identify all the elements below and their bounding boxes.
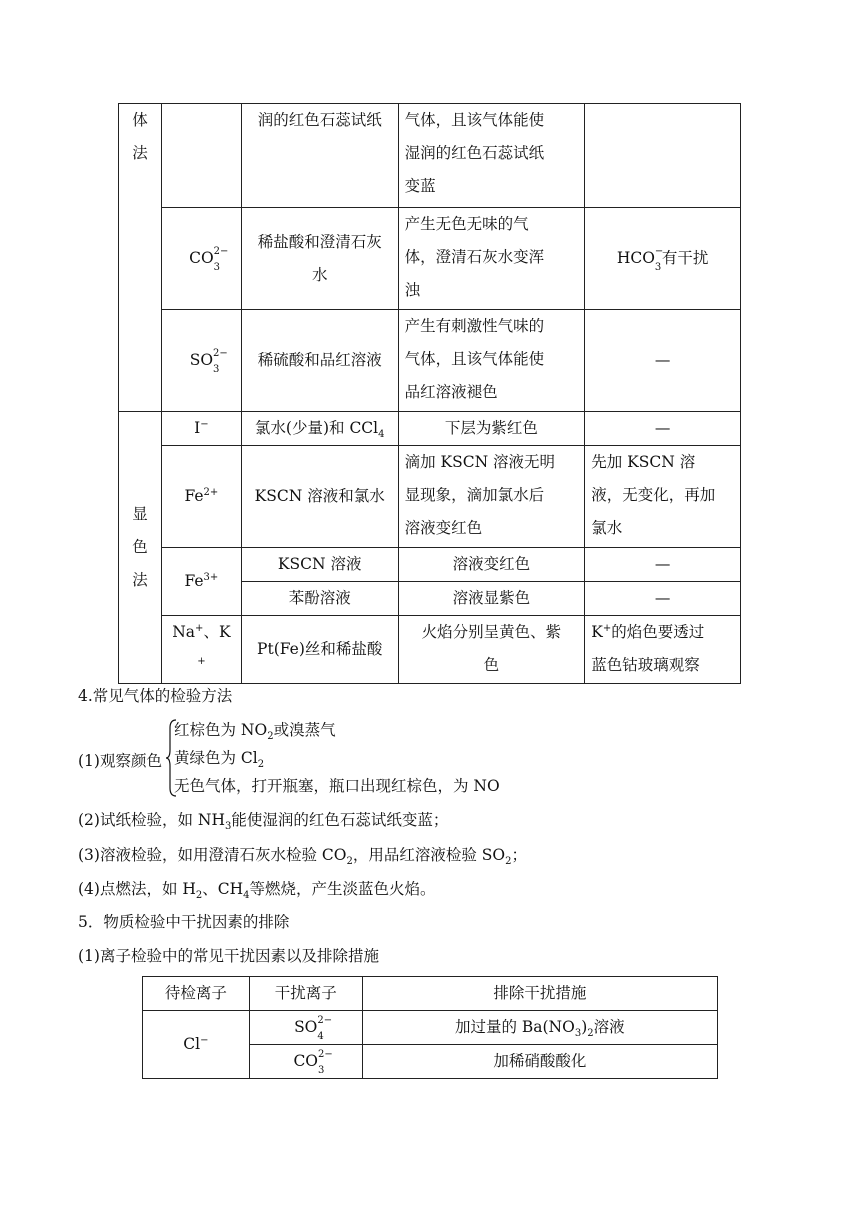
table-header-row: [143, 977, 718, 1011]
interfering-ion-cell: CO 2− 3: [249, 1045, 362, 1079]
ion-formula: SO 2− 3: [189, 348, 228, 375]
phenomenon-line: 湿润的红色石蕊试纸: [404, 144, 545, 162]
reagent-cell: Pt(Fe)丝和稀盐酸: [241, 616, 398, 684]
table-row-na-k: [119, 616, 741, 684]
phenomenon-line: 气体，且该气体能使: [404, 111, 545, 129]
reagent-cell: KSCN 溶液和氯水: [241, 446, 398, 548]
phenomenon-cell: 溶液变红色: [398, 548, 585, 582]
ion-cell: [161, 208, 241, 310]
ion-cell: Na+、K +: [161, 616, 241, 684]
measure-cell: 加稀硝酸酸化: [362, 1045, 717, 1079]
table-row-nh4: [119, 104, 741, 208]
note-cell: —: [585, 582, 741, 616]
table-row-iodide: [119, 412, 741, 446]
column-header: 待检离子: [143, 977, 250, 1011]
ion-cell: [161, 310, 241, 412]
reagent-cell: 稀硫酸和品红溶液: [241, 310, 398, 412]
paragraph-solution-test: (3)溶液检验，如用澄清石灰水检验 $CO_2$，用品红溶液检验 $SO_2$；: [78, 846, 527, 868]
ion-formula: CO 2− 3: [189, 246, 229, 273]
phenomenon-cell: 产生有刺激性气味的 气体，且该气体能使 品红溶液褪色: [398, 310, 585, 412]
observe-color-label: (1)观察颜色: [78, 752, 162, 770]
ion-test-table: [118, 103, 741, 684]
note-cell: —: [585, 310, 741, 412]
phenomenon-cell: 溶液显紫色: [398, 582, 585, 616]
reagent-cell: 稀盐酸和澄清石灰 水: [241, 208, 398, 310]
interference-table: [142, 976, 718, 1079]
ion-cell: I−: [161, 412, 241, 446]
paragraph-combustion: (4)点燃法，如 $H_2$、$CH_4$等燃烧，产生淡蓝色火焰。: [78, 880, 436, 902]
phenomenon-line: 变蓝: [404, 177, 436, 195]
phenomenon-cell: 火焰分别呈黄色、紫 色: [398, 616, 585, 684]
column-header: 干扰离子: [249, 977, 362, 1011]
reagent-cell: KSCN 溶液: [241, 548, 398, 582]
note-cell: HCO − 3 有干扰: [585, 208, 741, 310]
section-4-title: 4.常见气体的检验方法: [78, 687, 233, 705]
list-item: 黄绿色为 $Cl_2$: [174, 749, 265, 771]
method-cell-gas: [119, 104, 162, 412]
phenomenon-cell: 滴加 KSCN 溶液无明 显现象，滴加氯水后 溶液变红色: [398, 446, 585, 548]
measure-cell: 加过量的 $Ba(NO_3)_2$溶液: [362, 1011, 717, 1045]
phenomenon-cell: [398, 104, 585, 208]
reagent-cell: 润的红色石蕊试纸: [241, 104, 398, 208]
section-5-subtitle: (1)离子检验中的常见干扰因素以及排除措施: [78, 947, 379, 965]
table-row-fe2: [119, 446, 741, 548]
column-header: 排除干扰措施: [362, 977, 717, 1011]
list-item: 红棕色为 $NO_2$或溴蒸气: [174, 721, 336, 743]
note-cell: K+的焰色要透过 蓝色钴玻璃观察: [585, 616, 741, 684]
ion-cell: Cl−: [143, 1011, 250, 1079]
method-char: 体: [132, 111, 148, 129]
phenomenon-cell: 产生无色无味的气 体，澄清石灰水变浑 浊: [398, 208, 585, 310]
section-5-title: 5．物质检验中干扰因素的排除: [78, 913, 290, 931]
ion-cell: [161, 104, 241, 208]
list-item: 无色气体，打开瓶塞，瓶口出现红棕色，为 NO: [174, 777, 500, 795]
table-row-co3: [119, 208, 741, 310]
phenomenon-cell: 下层为紫红色: [398, 412, 585, 446]
note-formula: HCO − 3: [616, 246, 664, 273]
paragraph-test-paper: (2)试纸检验，如 $NH_3$能使湿润的红色石蕊试纸变蓝；: [78, 811, 449, 833]
interfering-ion-cell: SO 2− 4: [249, 1011, 362, 1045]
method-cell-color: 显 色 法: [119, 412, 162, 684]
note-cell: —: [585, 412, 741, 446]
table-row-fe3-kscn: [119, 548, 741, 582]
ion-cell: $Fe^{3+}$: [161, 548, 241, 616]
reagent-cell: 氯水(少量)和 CCl$_4$: [241, 412, 398, 446]
note-cell: 先加 KSCN 溶 液，无变化，再加 氯水: [585, 446, 741, 548]
ion-cell: $Fe^{2+}$: [161, 446, 241, 548]
observe-color-list: [174, 716, 500, 800]
reagent-cell: 苯酚溶液: [241, 582, 398, 616]
method-char: 法: [132, 144, 148, 162]
note-cell: [585, 104, 741, 208]
note-cell: —: [585, 548, 741, 582]
table-row: [143, 1011, 718, 1045]
table-row-so3: [119, 310, 741, 412]
